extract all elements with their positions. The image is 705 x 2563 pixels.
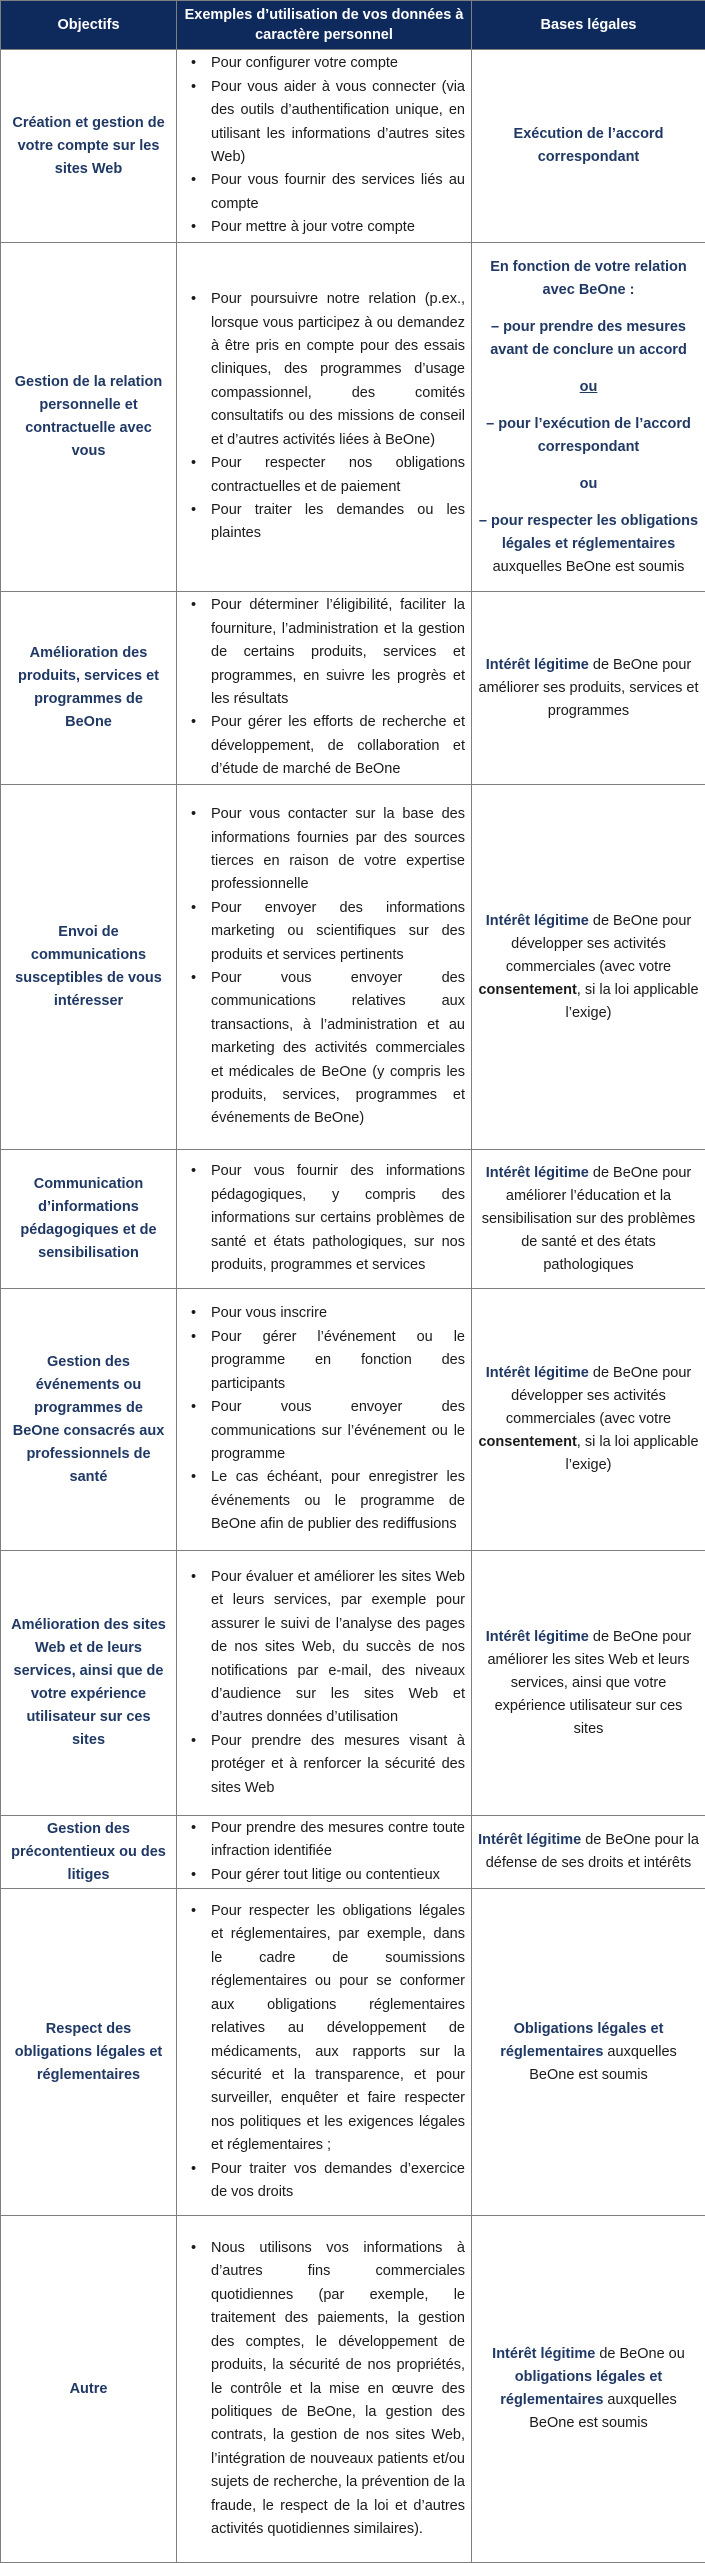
- table-row: [1, 50, 705, 243]
- legal-basis-text: de BeOne pour améliorer les sites Web et leurs services, ainsi que votre expérience utilisateur sur ces sites: [487, 1629, 691, 1737]
- legal-basis-cell: [472, 1889, 705, 2216]
- legal-basis-cell: [472, 2216, 705, 2563]
- list-item: • Pour gérer tout litige ou contentieux: [181, 1864, 465, 1887]
- table-row: [1, 2216, 705, 2563]
- examples-cell: [177, 1889, 472, 2216]
- legal-basis-cell: [472, 243, 705, 592]
- table-row: [1, 1816, 705, 1889]
- objective-cell: Création et gestion de votre compte sur les sites Web: [1, 50, 177, 243]
- legal-basis-bold: Intérêt légitime: [492, 2346, 595, 2362]
- legal-basis-cell: [472, 1150, 705, 1289]
- legal-basis-bold: Intérêt légitime: [486, 657, 589, 673]
- legal-basis-bold: Intérêt légitime: [478, 1832, 581, 1848]
- list-item: • Pour vous contacter sur la base des informations fournies par des sources tierces en raison de votre expertise professionnelle: [181, 803, 465, 897]
- list-item: • Pour vous aider à vous connecter (via des outils d’authentification unique, en utilisant les informations d’autres sites Web): [181, 76, 465, 170]
- examples-cell: [177, 2216, 472, 2563]
- legal-basis-cell: [472, 592, 705, 785]
- examples-cell: [177, 785, 472, 1150]
- table-row: [1, 1289, 705, 1551]
- legal-basis-text: de BeOne pour améliorer l’éducation et la sensibilisation sur des problèmes de santé et des états pathologiques: [482, 1165, 696, 1273]
- list-item: • Pour traiter vos demandes d’exercice de vos droits: [181, 2158, 465, 2205]
- legal-basis-cell: [472, 785, 705, 1150]
- objective-cell: Gestion de la relation personnelle et contractuelle avec vous: [1, 243, 177, 592]
- objective-cell: Respect des obligations légales et réglementaires: [1, 1889, 177, 2216]
- header-legal-bases: Bases légales: [472, 1, 705, 50]
- table-row: [1, 1889, 705, 2216]
- list-item: • Pour évaluer et améliorer les sites Web et leurs services, par exemple pour assurer le suivi de l’analyse des pages de nos sites Web, du succès de nos notifications par e-mail, des niveaux d’audience sur les sites Web et d’autres données d’utilisation: [181, 1566, 465, 1730]
- legal-basis-or: ou: [478, 473, 699, 496]
- examples-cell: [177, 243, 472, 592]
- legal-basis-text: auxquelles BeOne est soumis: [493, 559, 685, 575]
- objective-cell: Envoi de communications susceptibles de vous intéresser: [1, 785, 177, 1150]
- table-row: [1, 785, 705, 1150]
- legal-basis-cell: [472, 1289, 705, 1551]
- legal-basis-intro: En fonction de votre relation avec BeOne :: [478, 256, 699, 302]
- legal-basis-option: – pour respecter les obligations légales et réglementaires: [479, 513, 698, 552]
- list-item: • Pour envoyer des informations marketing ou scientifiques sur des produits et services pertinents: [181, 897, 465, 967]
- legal-basis-bold: Intérêt légitime: [486, 1629, 589, 1645]
- list-item: • Pour poursuivre notre relation (p.ex., lorsque vous participez à ou demandez à être pris en compte pour des essais cliniques, des programmes d’usage compassionnel, des comités consultatifs ou des missions de conseil et d’autres activités liées à BeOne): [181, 288, 465, 452]
- table-row: [1, 1551, 705, 1816]
- list-item: • Pour mettre à jour votre compte: [181, 216, 465, 239]
- legal-basis-bold: Intérêt légitime: [486, 1365, 589, 1381]
- list-item: • Pour prendre des mesures contre toute infraction identifiée: [181, 1817, 465, 1864]
- examples-cell: [177, 592, 472, 785]
- legal-basis-or: ou: [478, 376, 699, 399]
- list-item: • Pour respecter les obligations légales et réglementaires, par exemple, dans le cadre de soumissions réglementaires ou pour se conformer aux obligations réglementaires relatives au développement de médicaments, aux rapports sur la sécurité et la transparence, et pour surveiller, enquêter et faire respecter nos politiques et les exigences légales et réglementaires ;: [181, 1900, 465, 2157]
- legal-basis-text: de BeOne pour développer ses activités commerciales (avec votre: [506, 913, 691, 975]
- legal-basis-text: de BeOne pour développer ses activités commerciales (avec votre: [506, 1365, 691, 1427]
- legal-basis-bold: consentement: [478, 982, 576, 998]
- legal-basis-cell: [472, 1551, 705, 1816]
- list-item: • Le cas échéant, pour enregistrer les événements ou le programme de BeOne afin de publier des rediffusions: [181, 1466, 465, 1536]
- list-item: • Pour vous envoyer des communications relatives aux transactions, à l’administration et au marketing des activités commerciales et médicales de BeOne (y compris les produits, services, programmes et événements de BeOne): [181, 967, 465, 1131]
- list-item: • Pour vous fournir des informations pédagogiques, y compris des informations sur certains problèmes de santé et états pathologiques, sur nos produits, programmes et services: [181, 1160, 465, 1277]
- examples-cell: [177, 1551, 472, 1816]
- legal-basis-bold: Intérêt légitime: [486, 1165, 589, 1181]
- legal-basis-text: de BeOne pour la défense de ses droits et intérêts: [486, 1832, 699, 1871]
- list-item: • Pour gérer l’événement ou le programme en fonction des participants: [181, 1326, 465, 1396]
- legal-basis-bold: Exécution de l’accord correspondant: [514, 126, 664, 165]
- legal-basis-bold: consentement: [478, 1434, 576, 1450]
- list-item: • Pour vous fournir des services liés au compte: [181, 169, 465, 216]
- list-item: • Pour prendre des mesures visant à protéger et à renforcer la sécurité des sites Web: [181, 1730, 465, 1800]
- list-item: • Pour traiter les demandes ou les plaintes: [181, 499, 465, 546]
- list-item: • Pour gérer les efforts de recherche et développement, de collaboration et d’étude de marché de BeOne: [181, 711, 465, 781]
- legal-basis-text: de BeOne pour améliorer ses produits, services et programmes: [479, 657, 699, 719]
- list-item: • Pour configurer votre compte: [181, 52, 465, 75]
- list-item: • Nous utilisons vos informations à d’autres fins commerciales quotidiennes (par exemple, le traitement des paiements, la gestion des comptes, le développement de produits, la sécurité de nos propriétés, le contrôle et la mise en œuvre des politiques de BeOne, la gestion des contrats, la gestion de nos sites Web, l’intégration de nouveaux patients et/ou sujets de recherche, la prévention de la fraude, le respect de la loi et d’autres activités quotidiennes similaires).: [181, 2237, 465, 2541]
- objective-cell: Gestion des événements ou programmes de BeOne consacrés aux professionnels de santé: [1, 1289, 177, 1551]
- examples-cell: [177, 1150, 472, 1289]
- objective-cell: Amélioration des sites Web et de leurs services, ainsi que de votre expérience utilisateur sur ces sites: [1, 1551, 177, 1816]
- table-row: [1, 1150, 705, 1289]
- examples-cell: [177, 1816, 472, 1889]
- list-item: • Pour déterminer l’éligibilité, faciliter la fourniture, l’administration et la gestion de certains produits, services et programmes, en suivre les progrès et les résultats: [181, 594, 465, 711]
- list-item: • Pour respecter nos obligations contractuelles et de paiement: [181, 452, 465, 499]
- header-examples: Exemples d’utilisation de vos données à caractère personnel: [177, 1, 472, 50]
- objective-cell: Gestion des précontentieux ou des litiges: [1, 1816, 177, 1889]
- table-row: [1, 243, 705, 592]
- examples-cell: [177, 1289, 472, 1551]
- examples-cell: [177, 50, 472, 243]
- header-objectives: Objectifs: [1, 1, 177, 50]
- legal-basis-cell: [472, 50, 705, 243]
- header-row: [1, 1, 705, 50]
- legal-basis-bold: obligations légales et réglementaires: [500, 2369, 662, 2408]
- legal-basis-text: , si la loi applicable l’exige): [566, 1434, 699, 1473]
- legal-basis-text: auxquelles BeOne est soumis: [529, 2044, 677, 2083]
- legal-basis-bold: Intérêt légitime: [486, 913, 589, 929]
- legal-basis-text: auxquelles BeOne est soumis: [529, 2392, 677, 2431]
- legal-basis-option: – pour prendre des mesures avant de conclure un accord: [478, 316, 699, 362]
- legal-basis-cell: [472, 1816, 705, 1889]
- legal-basis-text: de BeOne ou: [595, 2346, 685, 2362]
- objective-cell: Communication d’informations pédagogiques et de sensibilisation: [1, 1150, 177, 1289]
- objective-cell: Amélioration des produits, services et programmes de BeOne: [1, 592, 177, 785]
- legal-basis-text: , si la loi applicable l’exige): [566, 982, 699, 1021]
- list-item: • Pour vous envoyer des communications sur l’événement ou le programme: [181, 1396, 465, 1466]
- legal-basis-option: – pour l’exécution de l’accord correspondant: [478, 413, 699, 459]
- list-item: • Pour vous inscrire: [181, 1302, 465, 1325]
- objective-cell: Autre: [1, 2216, 177, 2563]
- table-row: [1, 592, 705, 785]
- legal-basis-bold: Obligations légales et réglementaires: [500, 2021, 663, 2060]
